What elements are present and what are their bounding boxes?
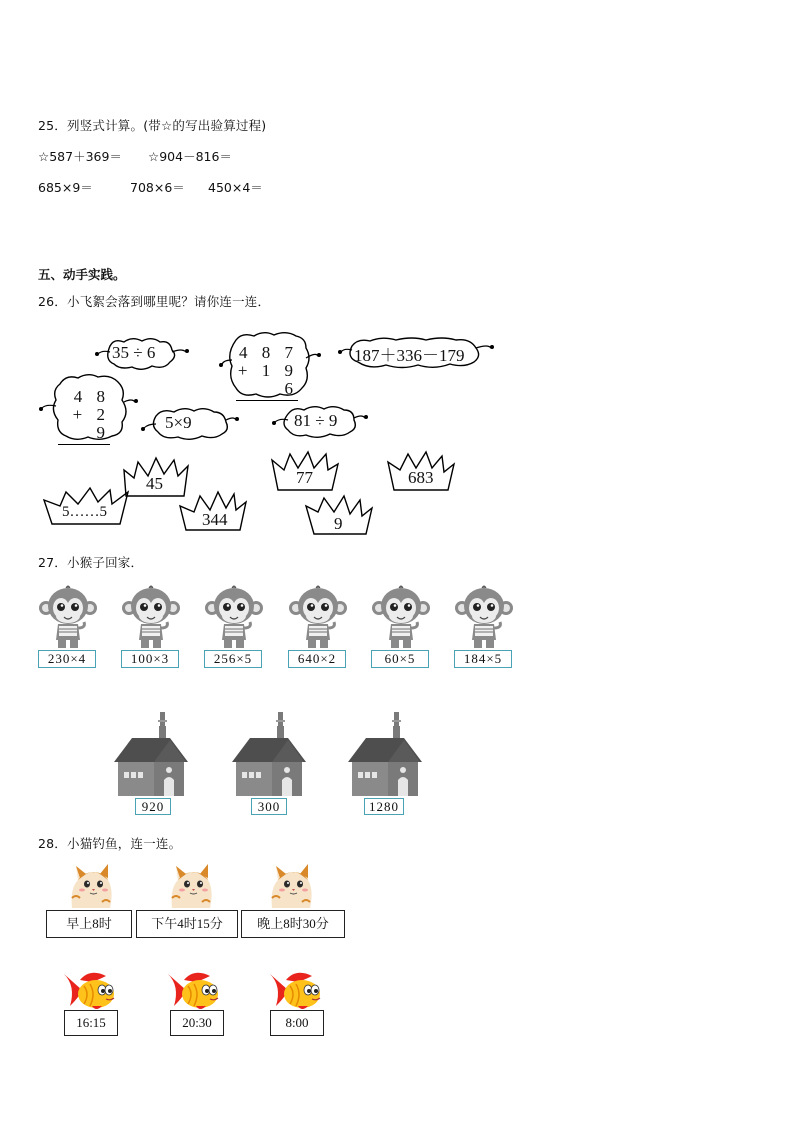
fish-time-box[interactable]: 16:15 [64,1010,118,1036]
monkey-expression-box[interactable]: 640×2 [288,650,346,668]
grass-answer: 5……5 [62,504,107,520]
monkey-icon [454,584,514,650]
monkey-5 [371,584,431,650]
grass-answer: 77 [296,468,313,487]
dandelion-cloud-4[interactable] [38,372,138,442]
cloud-expression: 187＋336－179 [354,346,465,365]
monkey-expression-box[interactable]: 100×3 [121,650,179,668]
house-number-box[interactable]: 920 [135,798,171,815]
q27-title: 27．小猴子回家． [38,555,144,570]
house-icon [232,712,306,798]
fish-2 [166,968,222,1010]
q25-problem: ☆587＋369＝ [38,149,122,164]
cloud-expression: 81 ÷ 9 [294,411,338,430]
monkey-icon [371,584,431,650]
monkey-icon [204,584,264,650]
house-number-box[interactable]: 1280 [364,798,404,815]
monkey-3 [204,584,264,650]
grass-answer: 9 [334,514,343,533]
house-icon [348,712,422,798]
house-number-box[interactable]: 300 [251,798,287,815]
cat-2 [166,858,212,908]
vertical-addition [58,388,110,445]
cloud-expression: 35 ÷ 6 [112,343,156,362]
fish-time-box[interactable]: 8:00 [270,1010,324,1036]
addend-bottom: + 1 9 6 [237,361,298,398]
fish-icon [62,968,118,1010]
cat-icon [266,858,312,908]
grass-target-6[interactable] [304,494,374,536]
house-icon [114,712,188,798]
section-title: 五、动手实践。 [38,267,126,282]
q26-title: 26．小飞絮会落到哪里呢？请你连一连． [38,294,271,309]
monkey-expression-box[interactable]: 184×5 [454,650,512,668]
dandelion-cloud-1[interactable] [92,334,192,372]
monkey-expression-box[interactable]: 60×5 [371,650,429,668]
cat-time-box[interactable]: 晚上8时30分 [241,910,345,938]
addend-bottom: + 2 9 [72,405,110,442]
dandelion-cloud-5[interactable] [140,404,240,442]
dandelion-cloud-3[interactable] [336,334,496,370]
grass-target-2[interactable] [270,450,340,492]
grass-target-3[interactable] [386,450,456,492]
q28-title: 28．小猫钓鱼，连一连。 [38,836,182,851]
cloud-expression: 5×9 [165,413,192,432]
fish-time-box[interactable]: 20:30 [170,1010,224,1036]
grass-answer: 45 [146,474,163,493]
monkey-6 [454,584,514,650]
monkey-expression-box[interactable]: 256×5 [204,650,262,668]
vertical-addition [236,344,298,401]
monkey-icon [121,584,181,650]
monkey-1 [38,584,98,650]
q25-problem: 708×6＝ [130,180,185,195]
cat-time-box[interactable]: 早上8时 [46,910,132,938]
cat-1 [66,858,112,908]
q25-problem: ☆904－816＝ [148,149,232,164]
cat-icon [166,858,212,908]
fish-icon [166,968,222,1010]
monkey-2 [121,584,181,650]
addend-top: 4 8 [73,387,110,406]
dandelion-cloud-2[interactable] [218,330,326,400]
addend-top: 4 8 7 [239,343,298,362]
q25-problem: 450×4＝ [208,180,263,195]
cat-icon [66,858,112,908]
grass-answer: 344 [202,510,228,529]
fish-1 [62,968,118,1010]
monkey-4 [288,584,348,650]
monkey-expression-box[interactable]: 230×4 [38,650,96,668]
fish-3 [268,968,324,1010]
grass-target-4[interactable] [42,484,130,526]
house-3 [348,712,422,798]
cat-3 [266,858,312,908]
grass-target-5[interactable] [178,490,248,532]
fish-icon [268,968,324,1010]
monkey-icon [38,584,98,650]
house-1 [114,712,188,798]
grass-answer: 683 [408,468,434,487]
monkey-icon [288,584,348,650]
q25-problem: 685×9＝ [38,180,93,195]
q25-title: 25．列竖式计算。(带☆的写出验算过程) [38,118,267,133]
house-2 [232,712,306,798]
dandelion-cloud-6[interactable] [270,402,370,440]
cat-time-box[interactable]: 下午4时15分 [136,910,238,938]
